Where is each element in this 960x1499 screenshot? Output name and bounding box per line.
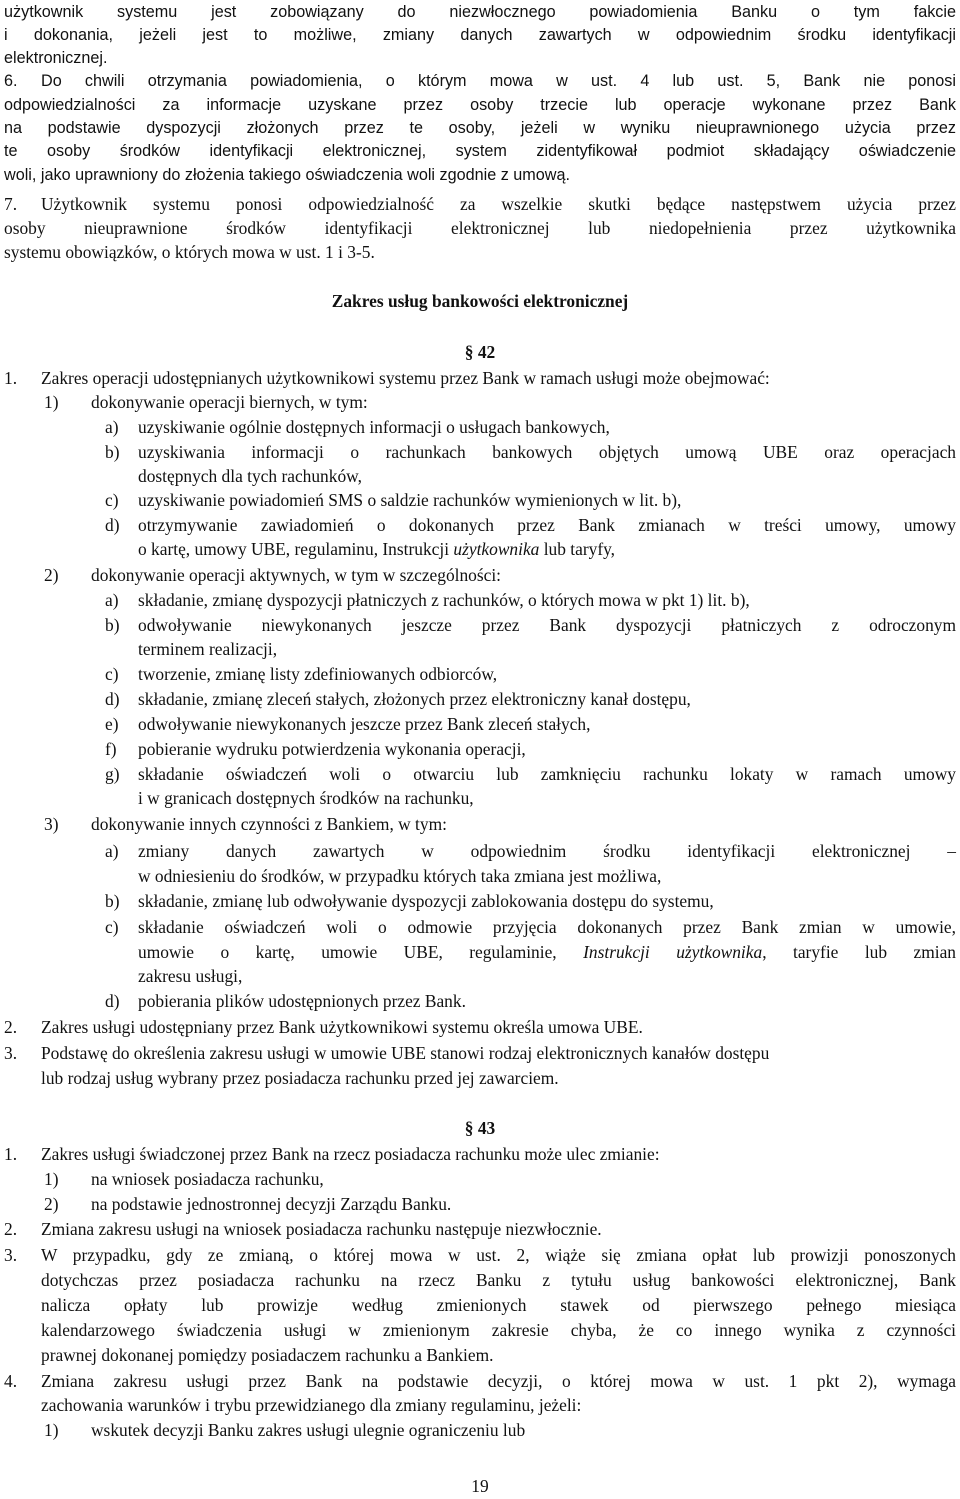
item-text: Zmiana zakresu usługi na wniosek posiadacza rachunku następuje niezwłocznie. <box>41 1219 602 1239</box>
item-number: 3. <box>4 1245 18 1265</box>
item-text: otrzymywanie zawiadomień o dokonanych przez Bank zmianach w treści umowy, umowy <box>138 515 956 535</box>
italic-run: Instrukcji użytkownika <box>583 942 763 962</box>
item-text: Zakres usługi świadczonej przez Bank na rzecz posiadacza rachunku może ulec zmianie: <box>41 1144 660 1164</box>
item-letter: c) <box>105 490 119 510</box>
item-number: 2. <box>4 1017 18 1037</box>
item-text: składanie, zmianę zleceń stałych, złożonych przez elektroniczny kanał dostępu, <box>138 689 691 709</box>
item-text: pobieranie wydruku potwierdzenia wykonania operacji, <box>138 739 526 759</box>
item-text: dokonywanie innych czynności z Bankiem, w tym: <box>91 814 447 834</box>
paragraph-line: te osoby środków identyfikacji elektronicznej, system zidentyfikował podmiot składający oświadczenie <box>4 142 956 160</box>
item-text: uzyskiwanie ogólnie dostępnych informacji o usługach bankowych, <box>138 417 610 437</box>
item-text: W przypadku, gdy ze zmianą, o której mowa w ust. 2, wiąże się zmiana opłat lub prowizji ponoszonych <box>41 1245 956 1265</box>
item-number: 1) <box>44 1420 59 1440</box>
item-text: dokonywanie operacji aktywnych, w tym w szczególności: <box>91 565 502 585</box>
item-text: tworzenie, zmianę listy zdefiniowanych odbiorców, <box>138 664 498 684</box>
item-number: 2) <box>44 1194 59 1214</box>
paragraph-line: i dokonania, jeżeli jest to możliwe, zmiany danych zawartych w odpowiednim środku identyfikacji <box>4 26 956 44</box>
item-text: nalicza opłaty lub prowizje według zmienionych stawek od pierwszego pełnego miesiąca <box>41 1295 956 1315</box>
item-text: prawnej dokonanej pomiędzy posiadaczem rachunku a Bankiem. <box>41 1345 494 1365</box>
paragraph-line: woli, jako uprawniony do złożenia takiego oświadczenia woli zgodnie z umową. <box>4 166 570 184</box>
item-text: składanie, zmianę lub odwoływanie dyspozycji zablokowania dostępu do systemu, <box>138 891 714 911</box>
item-letter: e) <box>105 714 119 734</box>
item-letter: a) <box>105 841 119 861</box>
item-text: lub rodzaj usług wybrany przez posiadacza rachunku przed jej zawarciem. <box>41 1068 559 1088</box>
text-run: o kartę, umowy UBE, regulaminu, Instrukcji <box>138 539 454 559</box>
item-number: 2) <box>44 565 59 585</box>
item-text: składanie oświadczeń woli o odmowie przyjęcia dokonanych przez Bank zmian w umowie, <box>138 917 956 937</box>
item-text: dokonywanie operacji biernych, w tym: <box>91 392 368 412</box>
item-letter: a) <box>105 590 119 610</box>
italic-run: użytkownika <box>453 539 540 559</box>
item-text: terminem realizacji, <box>138 639 278 659</box>
item-text <box>138 940 956 965</box>
item-number: 3) <box>44 814 59 834</box>
item-text: Zakres operacji udostępnianych użytkownikowi systemu przez Bank w ramach usługi może obejmować: <box>41 368 770 388</box>
item-text: Zmiana zakresu usługi przez Bank na podstawie decyzji, o której mowa w ust. 1 pkt 2), wymaga <box>41 1371 956 1391</box>
item-text: dostępnych dla tych rachunków, <box>138 466 362 486</box>
item-text: na wniosek posiadacza rachunku, <box>91 1169 324 1189</box>
item-letter: b) <box>105 442 120 462</box>
item-text: kalendarzowego świadczenia usługi w zmienionym zakresie chyba, że co innego wynika z czynności <box>41 1320 956 1340</box>
text-run: , taryfie lub zmian <box>762 942 956 962</box>
item-letter: b) <box>105 615 120 635</box>
item-text: składanie, zmianę dyspozycji płatniczych z rachunków, o których mowa w pkt 1) lit. b), <box>138 590 750 610</box>
item-number: 1. <box>4 1144 18 1164</box>
text-run: lub taryfy, <box>539 539 616 559</box>
item-letter: d) <box>105 991 120 1011</box>
item-text: Podstawę do określenia zakresu usługi w umowie UBE stanowi rodzaj elektronicznych kanałów dostępu <box>41 1043 770 1063</box>
item-text: uzyskiwania informacji o rachunkach bankowych objętych umową UBE oraz operacjach <box>138 442 956 462</box>
paragraph-line: Do chwili otrzymania powiadomienia, o którym mowa w ust. 4 lub ust. 5, Bank nie ponosi <box>41 72 956 90</box>
paragraph-line: odpowiedzialności za informacje uzyskane przez osoby trzecie lub operacje wykonane przez Bank <box>4 96 956 114</box>
item-text: i w granicach dostępnych środków na rachunku, <box>138 788 474 808</box>
item-number: 4. <box>4 1371 18 1391</box>
item-number: 1) <box>44 392 59 412</box>
item-letter: a) <box>105 417 119 437</box>
paragraph-heading: § 43 <box>464 1118 496 1138</box>
paragraph-heading: § 42 <box>464 342 496 362</box>
page-number: 19 <box>471 1476 489 1496</box>
paragraph-line: elektronicznej. <box>4 49 108 67</box>
item-number: 2. <box>4 1219 18 1239</box>
paragraph-line: systemu obowiązków, o których mowa w ust. 1 i 3-5. <box>4 242 375 262</box>
item-letter: c) <box>105 664 119 684</box>
item-text <box>138 537 615 562</box>
item-text: uzyskiwanie powiadomień SMS o saldzie rachunków wymienionych w lit. b), <box>138 490 682 510</box>
item-letter: d) <box>105 689 120 709</box>
item-number: 1. <box>4 368 18 388</box>
section-title: Zakres usług bankowości elektronicznej <box>331 291 629 311</box>
item-letter: g) <box>105 764 120 784</box>
item-number: 6. <box>4 72 18 90</box>
item-letter: b) <box>105 891 120 911</box>
item-number: 7. <box>4 194 18 214</box>
item-text: w odniesieniu do środków, w przypadku których taka zmiana jest możliwa, <box>138 866 662 886</box>
item-text: zachowania warunków i trybu przewidzianego dla zmiany regulaminu, jeżeli: <box>41 1395 582 1415</box>
item-text: Zakres usługi udostępniany przez Bank użytkownikowi systemu określa umowa UBE. <box>41 1017 643 1037</box>
item-letter: d) <box>105 515 120 535</box>
item-text: odwoływanie niewykonanych jeszcze przez Bank dyspozycji płatniczych z odroczonym <box>138 615 956 635</box>
item-text: na podstawie jednostronnej decyzji Zarządu Banku. <box>91 1194 452 1214</box>
item-text: dotychczas przez posiadacza rachunku na rzecz Banku z tytułu usług bankowości elektronicznej, Bank <box>41 1270 956 1290</box>
item-letter: c) <box>105 917 119 937</box>
item-number: 3. <box>4 1043 18 1063</box>
text-run: umowie o kartę, umowie UBE, regulaminie, <box>138 942 584 962</box>
item-text: składanie oświadczeń woli o otwarciu lub zamknięciu rachunku lokaty w ramach umowy <box>138 764 956 784</box>
item-text: odwoływanie niewykonanych jeszcze przez Bank zleceń stałych, <box>138 714 591 734</box>
paragraph-line: na podstawie dyspozycji złożonych przez te osoby, jeżeli w wyniku nieuprawnionego użycia przez <box>4 119 956 137</box>
paragraph-line: Użytkownik systemu ponosi odpowiedzialność za wszelkie skutki będące następstwem użycia przez <box>41 194 956 214</box>
item-text: zmiany danych zawartych w odpowiednim środku identyfikacji elektronicznej – <box>138 841 956 861</box>
item-text: zakresu usługi, <box>138 966 243 986</box>
item-text: wskutek decyzji Banku zakres usługi ulegnie ograniczeniu lub <box>91 1420 526 1440</box>
item-text: pobierania plików udostępnionych przez Bank. <box>138 991 466 1011</box>
item-letter: f) <box>105 739 117 759</box>
item-number: 1) <box>44 1169 59 1189</box>
paragraph-line: użytkownik systemu jest zobowiązany do niezwłocznego powiadomienia Banku o tym fakcie <box>4 3 956 21</box>
paragraph-line: osoby nieuprawnione środków identyfikacji elektronicznej lub niedopełnienia przez użytkownika <box>4 218 956 238</box>
